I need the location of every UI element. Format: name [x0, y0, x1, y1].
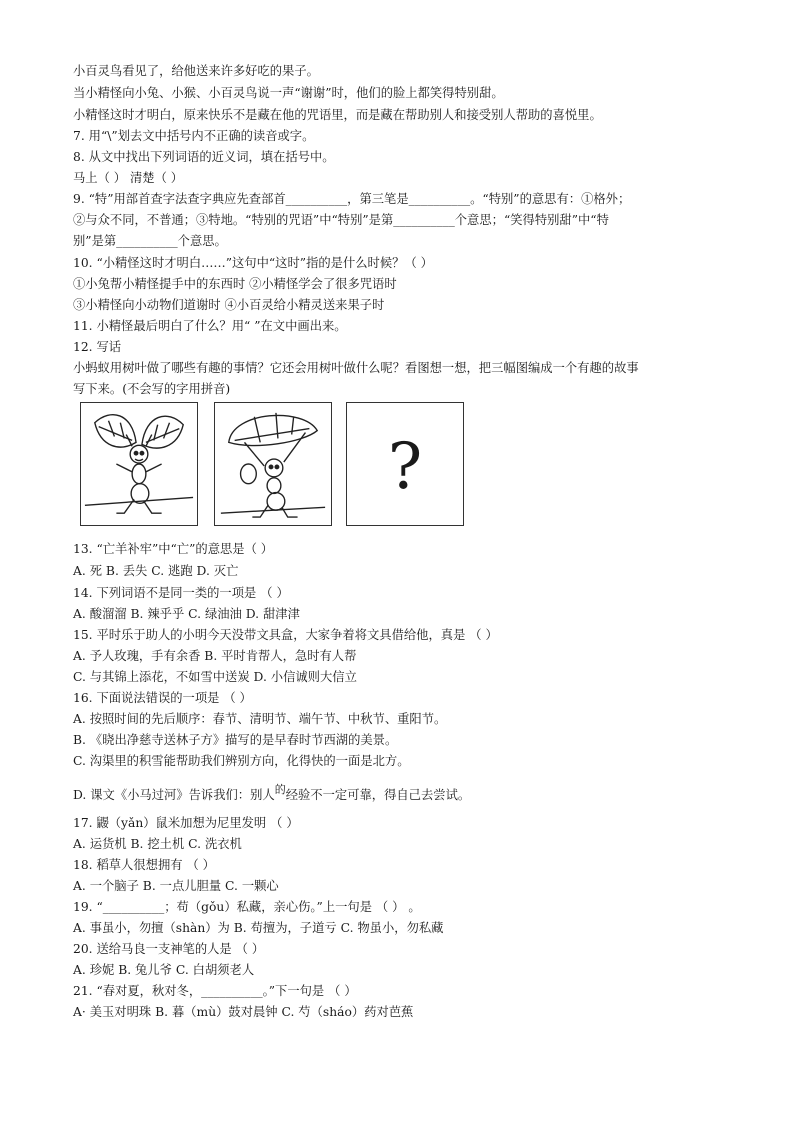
- question-13-options: A. 死 B. 丢失 C. 逃跑 D. 灭亡: [73, 564, 239, 578]
- question-15: 15. 平时乐于助人的小明今天没带文具盒，大家争着将文具借给他，真是 （ ）: [73, 628, 498, 642]
- option-d-text: D. 课文《小马过河》告诉我们：别人: [73, 788, 275, 802]
- question-11: 11. 小精怪最后明白了什么？用“ ”在文中画出来。: [73, 319, 347, 333]
- question-9-cont: 别”是第__________个意思。: [73, 234, 227, 248]
- question-10-options: ③小精怪向小动物们道谢时 ④小百灵给小精灵送来果子时: [73, 298, 385, 312]
- question-15-options: C. 与其锦上添花，不如雪中送炭 D. 小信诚则大信立: [73, 670, 357, 684]
- question-19: 19. “__________；苟（gǒu）私藏，亲心伤。”上一句是 （ ） 。: [73, 900, 421, 914]
- picture-ant-with-leaf-1: [80, 402, 198, 526]
- question-17: 17. 鼹（yǎn）鼠米加想为尼里发明 （ ）: [73, 816, 299, 830]
- question-18-options: A. 一个脑子 B. 一点儿胆量 C. 一颗心: [73, 879, 279, 893]
- question-12-prompt: 写下来。(不会写的字用拼音): [73, 382, 231, 396]
- question-16-option-a: A. 按照时间的先后顺序：春节、清明节、端午节、中秋节、重阳节。: [73, 712, 447, 726]
- option-d-raised-char: 的: [274, 783, 286, 796]
- question-16: 16. 下面说法错误的一项是 （ ）: [73, 691, 252, 705]
- question-13: 13. “亡羊补牢”中“亡”的意思是（ ）: [73, 542, 274, 556]
- question-19-options: A. 事虽小，勿擅（shàn）为 B. 苟擅为，子道亏 C. 物虽小，勿私藏: [73, 921, 444, 935]
- question-17-options: A. 运货机 B. 挖土机 C. 洗衣机: [73, 837, 242, 851]
- answer-blanks: 马上（ ） 清楚（ ）: [73, 171, 184, 185]
- question-20-options: A. 珍妮 B. 兔儿爷 C. 白胡须老人: [73, 963, 255, 977]
- question-9-cont: ②与众不同，不普通；③特地。“特别的咒语”中“特别”是第__________个意思；“笑得特别甜”中“特: [73, 213, 609, 227]
- question-10: 10. “小精怪这时才明白……”这句中“这时”指的是什么时候？（ ）: [73, 256, 433, 270]
- text-line: 当小精怪向小兔、小猴、小百灵鸟说一声“谢谢”时，他们的脸上都笑得特别甜。: [73, 86, 504, 100]
- question-12-prompt: 小蚂蚁用树叶做了哪些有趣的事情？它还会用树叶做什么呢？看图想一想，把三幅图编成一个有趣的故事: [73, 361, 639, 375]
- question-16-option-d: [73, 783, 471, 805]
- ant-leaf-parachute-illustration: [215, 403, 331, 525]
- question-12: 12. 写话: [73, 340, 122, 354]
- question-20: 20. 送给马良一支神笔的人是 （ ）: [73, 942, 265, 956]
- question-21: 21. “春对夏，秋对冬，__________。”下一句是 （ ）: [73, 984, 357, 998]
- text-line: 小精怪这时才明白，原来快乐不是藏在他的咒语里，而是藏在帮助别人和接受别人帮助的喜悦里。: [73, 108, 602, 122]
- option-d-text-end: 经验不一定可靠，得自己去尝试。: [285, 788, 471, 802]
- question-7: 7. 用“\”划去文中括号内不正确的读音或字。: [73, 129, 315, 143]
- question-18: 18. 稻草人很想拥有 （ ）: [73, 858, 215, 872]
- picture-ant-with-leaf-2: [214, 402, 332, 526]
- question-14-options: A. 酸溜溜 B. 辣乎乎 C. 绿油油 D. 甜津津: [73, 607, 300, 621]
- question-8: 8. 从文中找出下列词语的近义词，填在括号中。: [73, 150, 335, 164]
- question-21-options: A· 美玉对明珠 B. 暮（mù）鼓对晨钟 C. 芍（sháo）药对芭蕉: [73, 1005, 414, 1019]
- ant-leaf-wings-illustration: [81, 403, 197, 525]
- question-16-option-c: C. 沟渠里的积雪能帮助我们辨别方向，化得快的一面是北方。: [73, 754, 410, 768]
- question-10-options: ①小兔帮小精怪提手中的东西时 ②小精怪学会了很多咒语时: [73, 277, 397, 291]
- question-15-options: A. 予人玫瑰，手有余香 B. 平时肯帮人，急时有人帮: [73, 649, 357, 663]
- picture-question-mark: [346, 402, 464, 526]
- question-9: 9. “特”用部首查字法查字典应先查部首__________，第三笔是__________。“特别”的意思有：①格外；: [73, 192, 631, 206]
- question-14: 14. 下列词语不是同一类的一项是 （ ）: [73, 586, 289, 600]
- question-mark: ?: [387, 430, 423, 504]
- text-line: 小百灵鸟看见了，给他送来许多好吃的果子。: [73, 64, 319, 78]
- question-16-option-b: B. 《晓出净慈寺送林子方》描写的是早春时节西湖的美景。: [73, 733, 398, 747]
